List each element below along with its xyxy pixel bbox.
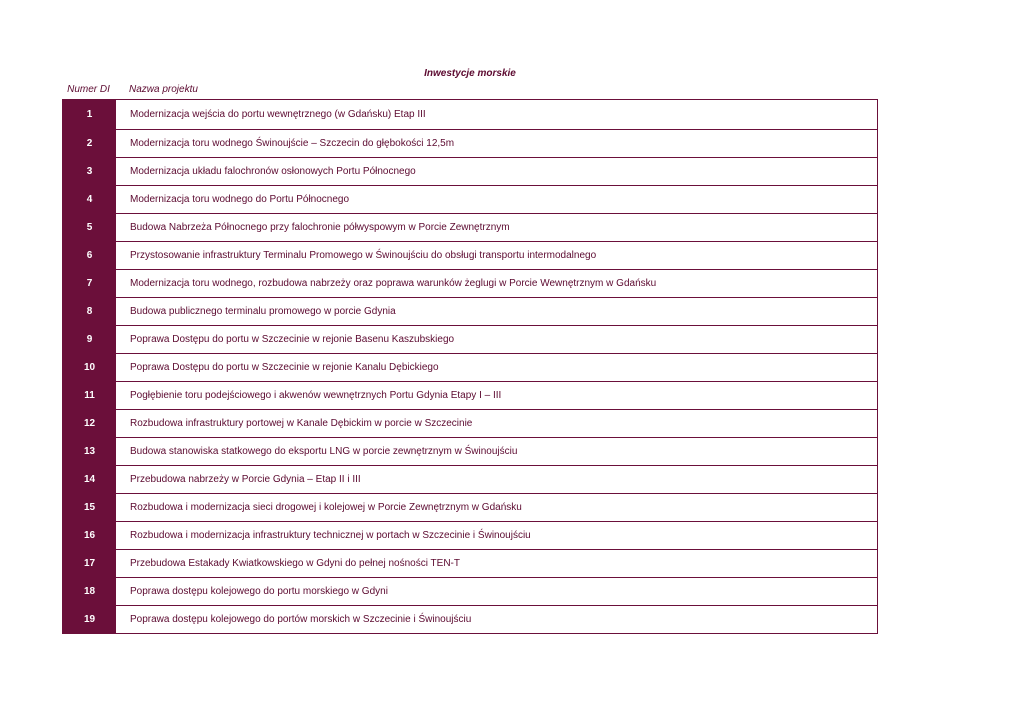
table-row	[63, 605, 877, 633]
project-name: Modernizacja wejścia do portu wewnętrznego (w Gdańsku) Etap III	[130, 109, 426, 120]
table-row	[63, 269, 877, 297]
project-name: Przebudowa Estakady Kwiatkowskiego w Gdyni do pełnej nośności TEN-T	[130, 558, 460, 569]
project-name: Budowa Nabrzeża Północnego przy falochronie półwyspowym w Porcie Zewnętrznym	[130, 222, 510, 233]
project-name: Budowa stanowiska statkowego do eksportu LNG w porcie zewnętrznym w Świnoujściu	[130, 446, 518, 457]
project-number: 2	[63, 130, 116, 157]
project-name: Modernizacja toru wodnego do Portu Północnego	[130, 194, 350, 205]
project-number: 5	[63, 214, 116, 241]
project-name: Modernizacja toru wodnego Świnoujście – Szczecin do głębokości 12,5m	[130, 138, 455, 149]
project-name: Rozbudowa i modernizacja sieci drogowej i kolejowej w Porcie Zewnętrznym w Gdańsku	[130, 502, 522, 513]
table-row	[63, 437, 877, 465]
project-name: Przebudowa nabrzeży w Porcie Gdynia – Etap II i III	[130, 474, 361, 485]
projects-table	[62, 99, 878, 634]
project-number: 6	[63, 242, 116, 269]
table-row	[63, 213, 877, 241]
table-row	[63, 549, 877, 577]
table-row	[63, 493, 877, 521]
table-row	[63, 157, 877, 185]
project-name: Poprawa dostępu kolejowego do portów morskich w Szczecinie i Świnoujściu	[130, 614, 472, 625]
project-name: Przystosowanie infrastruktury Terminalu Promowego w Świnoujściu do obsługi transportu intermodalnego	[130, 250, 597, 261]
table-row	[63, 381, 877, 409]
table-row	[63, 577, 877, 605]
table-row	[63, 100, 877, 129]
table-row	[63, 521, 877, 549]
project-number: 10	[63, 354, 116, 381]
project-number: 15	[63, 494, 116, 521]
table-row	[63, 409, 877, 437]
project-number: 16	[63, 522, 116, 549]
table-row	[63, 297, 877, 325]
page-title: Inwestycje morskie	[424, 68, 516, 79]
project-number: 11	[63, 382, 116, 409]
project-number: 17	[63, 550, 116, 577]
project-number: 7	[63, 270, 116, 297]
project-name: Budowa publicznego terminalu promowego w porcie Gdynia	[130, 306, 396, 317]
project-name: Modernizacja toru wodnego, rozbudowa nabrzeży oraz poprawa warunków żeglugi w Porcie Wewnętrznym w Gdańsku	[130, 278, 657, 289]
project-number: 1	[63, 100, 116, 129]
project-number: 3	[63, 158, 116, 185]
project-number: 19	[63, 606, 116, 633]
project-number: 14	[63, 466, 116, 493]
table-row	[63, 353, 877, 381]
column-header-number: Numer DI	[67, 84, 110, 95]
table-row	[63, 129, 877, 157]
project-name: Poprawa Dostępu do portu w Szczecinie w rejonie Kanalu Dębickiego	[130, 362, 439, 373]
column-headers	[62, 84, 878, 98]
project-name: Pogłębienie toru podejściowego i akwenów wewnętrznych Portu Gdynia Etapy I – III	[130, 390, 502, 401]
column-header-name: Nazwa projektu	[129, 84, 198, 95]
project-number: 18	[63, 578, 116, 605]
project-name: Rozbudowa infrastruktury portowej w Kanale Dębickim w porcie w Szczecinie	[130, 418, 473, 429]
table-row	[63, 185, 877, 213]
project-name: Rozbudowa i modernizacja infrastruktury technicznej w portach w Szczecinie i Świnoujściu	[130, 530, 531, 541]
project-number: 4	[63, 186, 116, 213]
project-number: 8	[63, 298, 116, 325]
table-row	[63, 465, 877, 493]
project-number: 9	[63, 326, 116, 353]
table-row	[63, 325, 877, 353]
table-row	[63, 241, 877, 269]
project-name: Poprawa Dostępu do portu w Szczecinie w rejonie Basenu Kaszubskiego	[130, 334, 455, 345]
project-number: 12	[63, 410, 116, 437]
project-number: 13	[63, 438, 116, 465]
project-name: Modernizacja układu falochronów osłonowych Portu Północnego	[130, 166, 416, 177]
project-name: Poprawa dostępu kolejowego do portu morskiego w Gdyni	[130, 586, 388, 597]
